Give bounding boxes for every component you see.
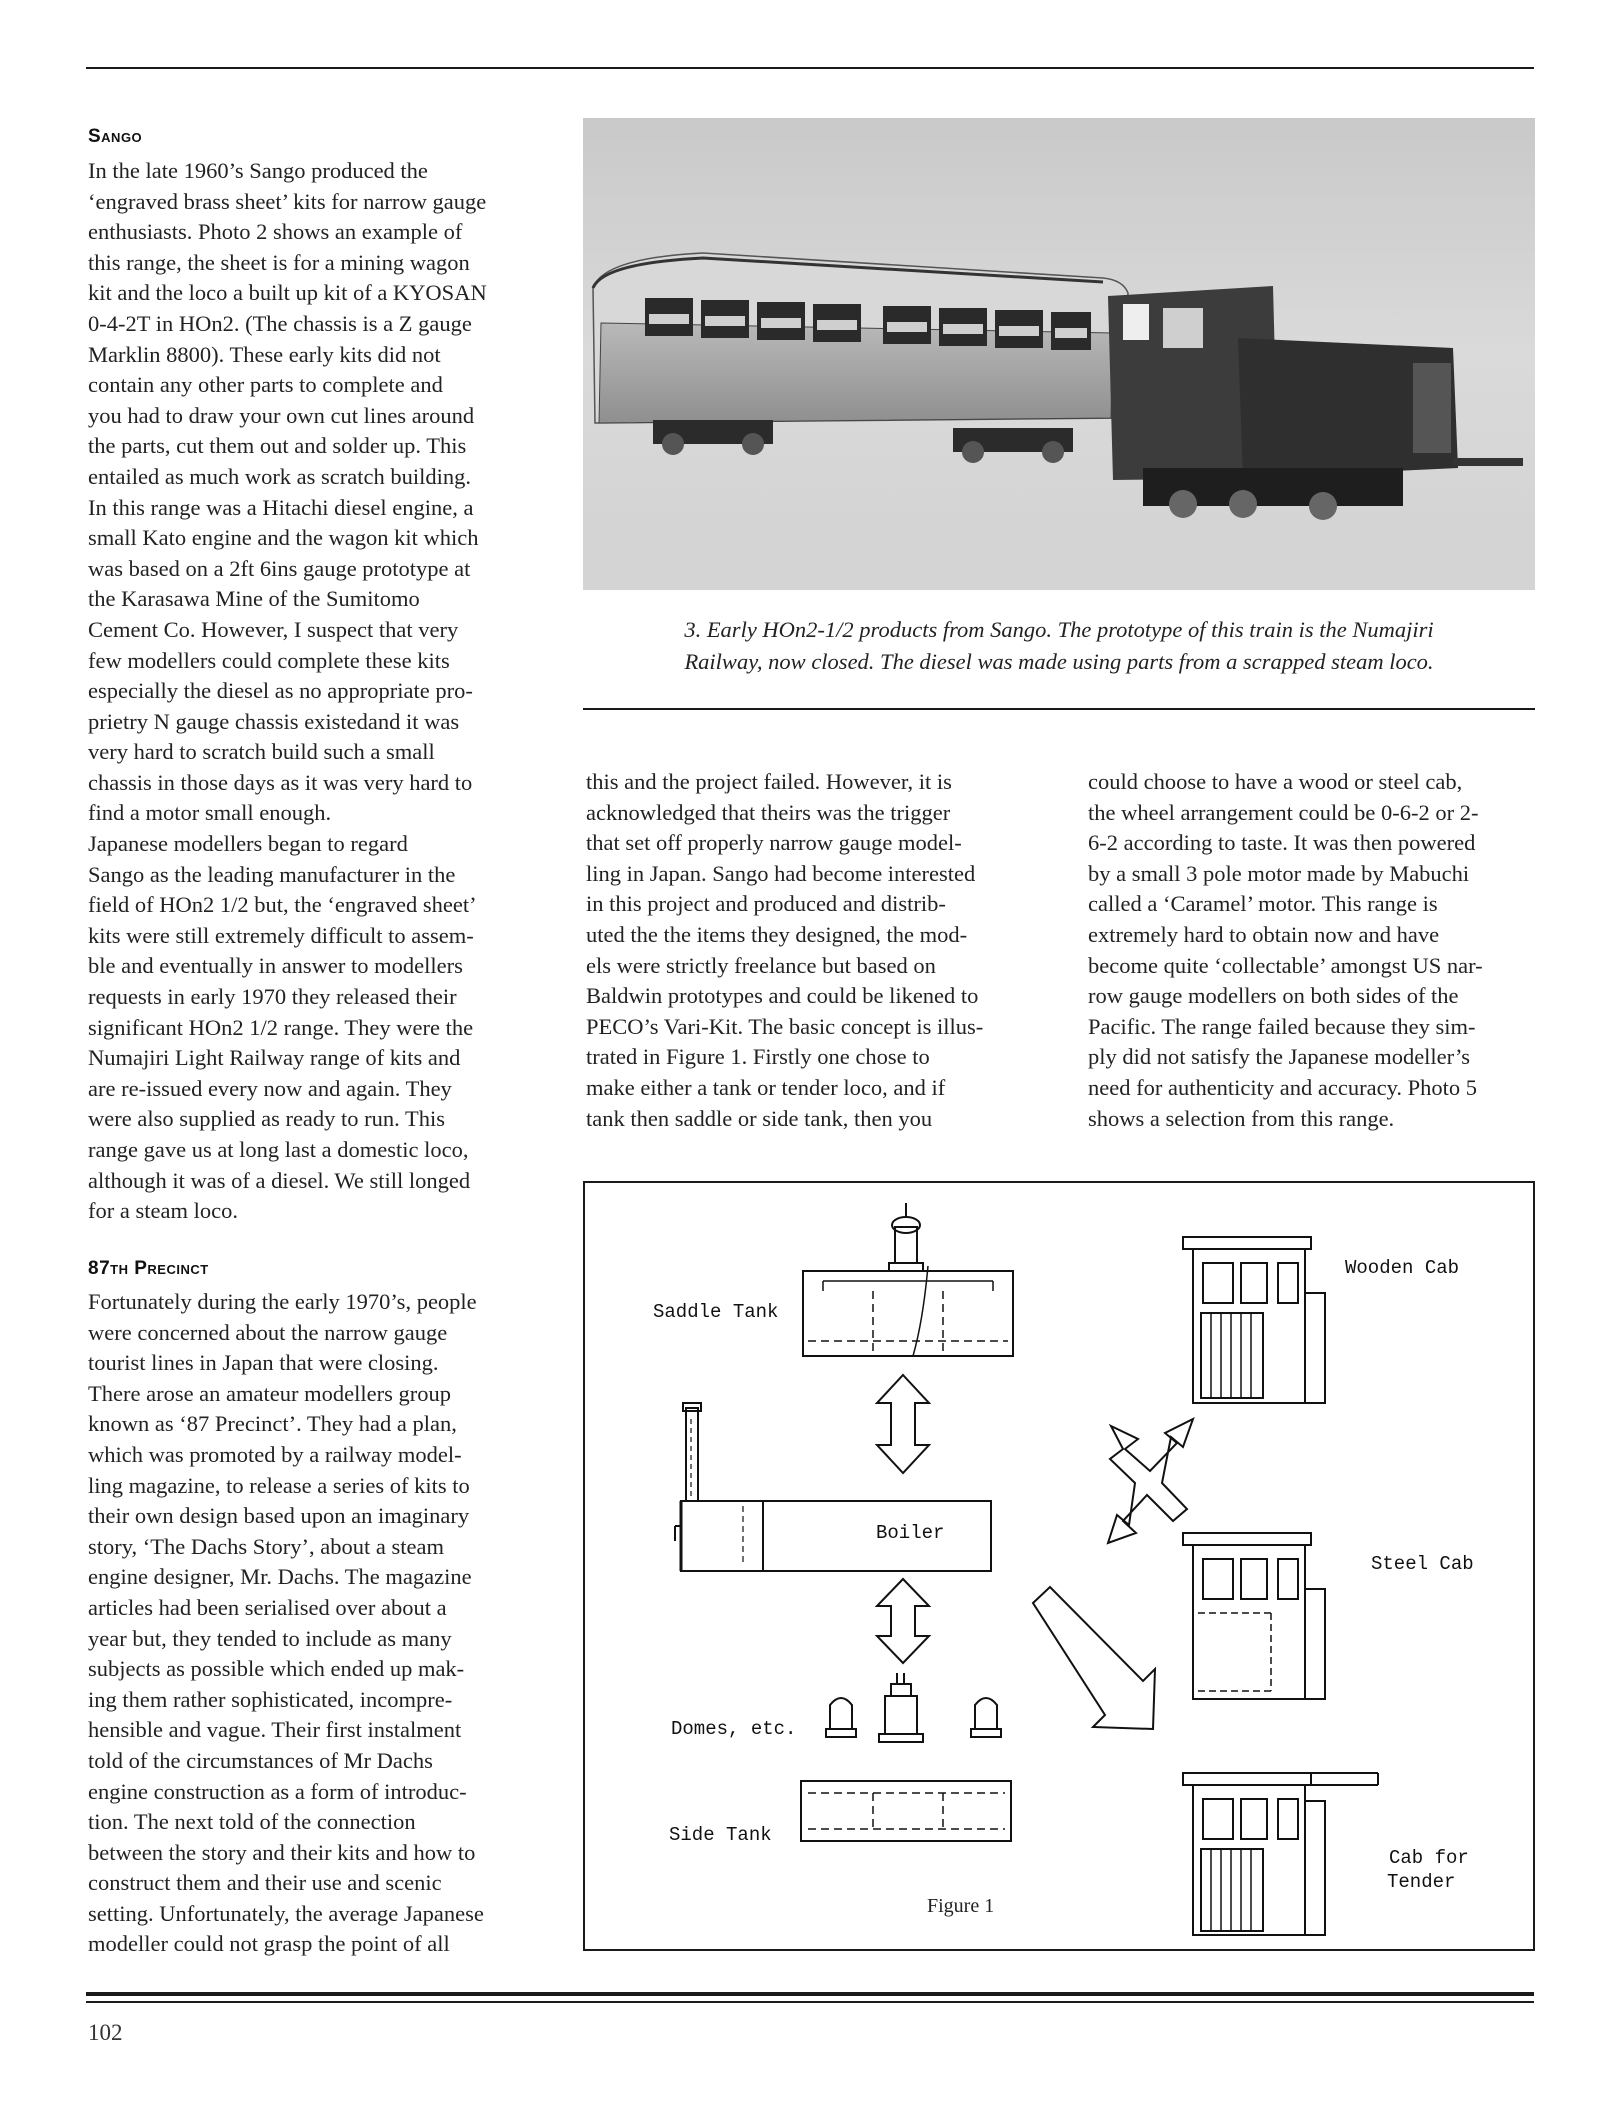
right-column-text: could choose to have a wood or steel cab, the wheel arrangement could be 0-6-2 or 2- 6-2 according to taste. It was then powered by a small 3 pole motor made by Mabuchi called a ‘Caramel’ motor. This range is extremely hard to obtain now and have become quite ‘collectable’ amongst US nar- row gauge modellers on both sides of the Pacific. The range failed because they sim- ply did not satisfy the Japanese modeller’s need for authenticity and accuracy. Photo 5 shows a selection from this range. bbox=[1088, 769, 1483, 1131]
train-photo bbox=[583, 118, 1535, 590]
label-cab-tender-2: Tender bbox=[1387, 1871, 1456, 1893]
label-wooden-cab: Wooden Cab bbox=[1345, 1257, 1460, 1279]
figure-caption: Figure 1 bbox=[927, 1895, 995, 1917]
top-rule bbox=[86, 67, 1534, 69]
label-saddle-tank: Saddle Tank bbox=[653, 1301, 779, 1323]
label-cab-tender-1: Cab for bbox=[1389, 1847, 1469, 1869]
sango-heading: Sango bbox=[88, 126, 143, 147]
label-boiler: Boiler bbox=[876, 1522, 945, 1544]
label-domes: Domes, etc. bbox=[671, 1718, 797, 1740]
precinct-heading: 87th Precinct bbox=[88, 1258, 209, 1279]
photo-caption: 3. Early HOn2-1/2 products from Sango. The prototype of this train is the Numajiri Railway, now closed. The diesel was made using parts from a scrapped steam loco. bbox=[684, 617, 1434, 674]
bottom-rule-thick bbox=[86, 1992, 1534, 1996]
label-steel-cab: Steel Cab bbox=[1371, 1553, 1474, 1575]
precinct-paragraphs: Fortunately during the early 1970’s, people were concerned about the narrow gauge tourist lines in Japan that were closing. There arose an amateur modellers group known as ‘87 Precinct’. They had a plan, which was promoted by a railway model- ling magazine, to release a series of kits to their own design based upon an imaginary story, ‘The Dachs Story’, about a steam engine designer, Mr. Dachs. The magazine articles had been serialised over about a year but, they tended to include as many subjects as possible which ended up mak- ing them rather sophisticated, incompre- hensible and vague. Their first instalment told of the circumstances of Mr Dachs engine construction as a form of introduc- tion. The next told of the connection between the story and their kits and how to construct them and their use and scenic setting. Unfortunately, the average Japanese modeller could not grasp the point of all bbox=[88, 1289, 484, 1957]
middle-column-text: this and the project failed. However, it is acknowledged that theirs was the trigger that set off properly narrow gauge model- ling in Japan. Sango had become interested in this project and produced and distrib- uted the the items they designed, the mod- els were strictly freelance but based on Baldwin prototypes and could be likened to PECO’s Vari-Kit. The basic concept is illus- trated in Figure 1. Firstly one chose to make either a tank or tender loco, and if tank then saddle or side tank, then you bbox=[586, 769, 984, 1131]
bottom-rule-thin bbox=[86, 2001, 1534, 2003]
sango-paragraphs: In the late 1960’s Sango produced the ‘engraved brass sheet’ kits for narrow gauge enthusiasts. Photo 2 shows an example of this range, the sheet is for a mining wagon kit and the loco a built up kit of a KYOSAN 0-4-2T in HOn2. (The chassis is a Z gauge Marklin 8800). These early kits did not contain any other parts to complete and you had to draw your own cut lines around the parts, cut them out and solder up. This entailed as much work as scratch building. In this range was a Hitachi diesel engine, a small Kato engine and the wagon kit which was based on a 2ft 6ins gauge prototype at the Karasawa Mine of the Sumitomo Cement Co. However, I suspect that very few modellers could complete these kits especially the diesel as no appropriate pro- prietry N gauge chassis existedand it was very hard to scratch build such a small chassis in those days as it was very hard to find a motor small enough. Japanese modellers began to regard Sango as the leading manufacturer in the field of HOn2 1/2 but, the ‘engraved sheet’ kits were still extremely difficult to assem- ble and eventually in answer to modellers requests in early 1970 they released their significant HOn2 1/2 range. They were the Numajiri Light Railway range of kits and are re-issued every now and again. They were also supplied as ready to run. This range gave us at long last a domestic loco, although it was of a diesel. We still longed for a steam loco. bbox=[88, 158, 487, 1224]
figure-1-diagram bbox=[583, 1181, 1535, 1951]
page-number: 102 bbox=[88, 2020, 123, 2045]
caption-rule bbox=[583, 708, 1535, 710]
label-side-tank: Side Tank bbox=[669, 1824, 772, 1846]
